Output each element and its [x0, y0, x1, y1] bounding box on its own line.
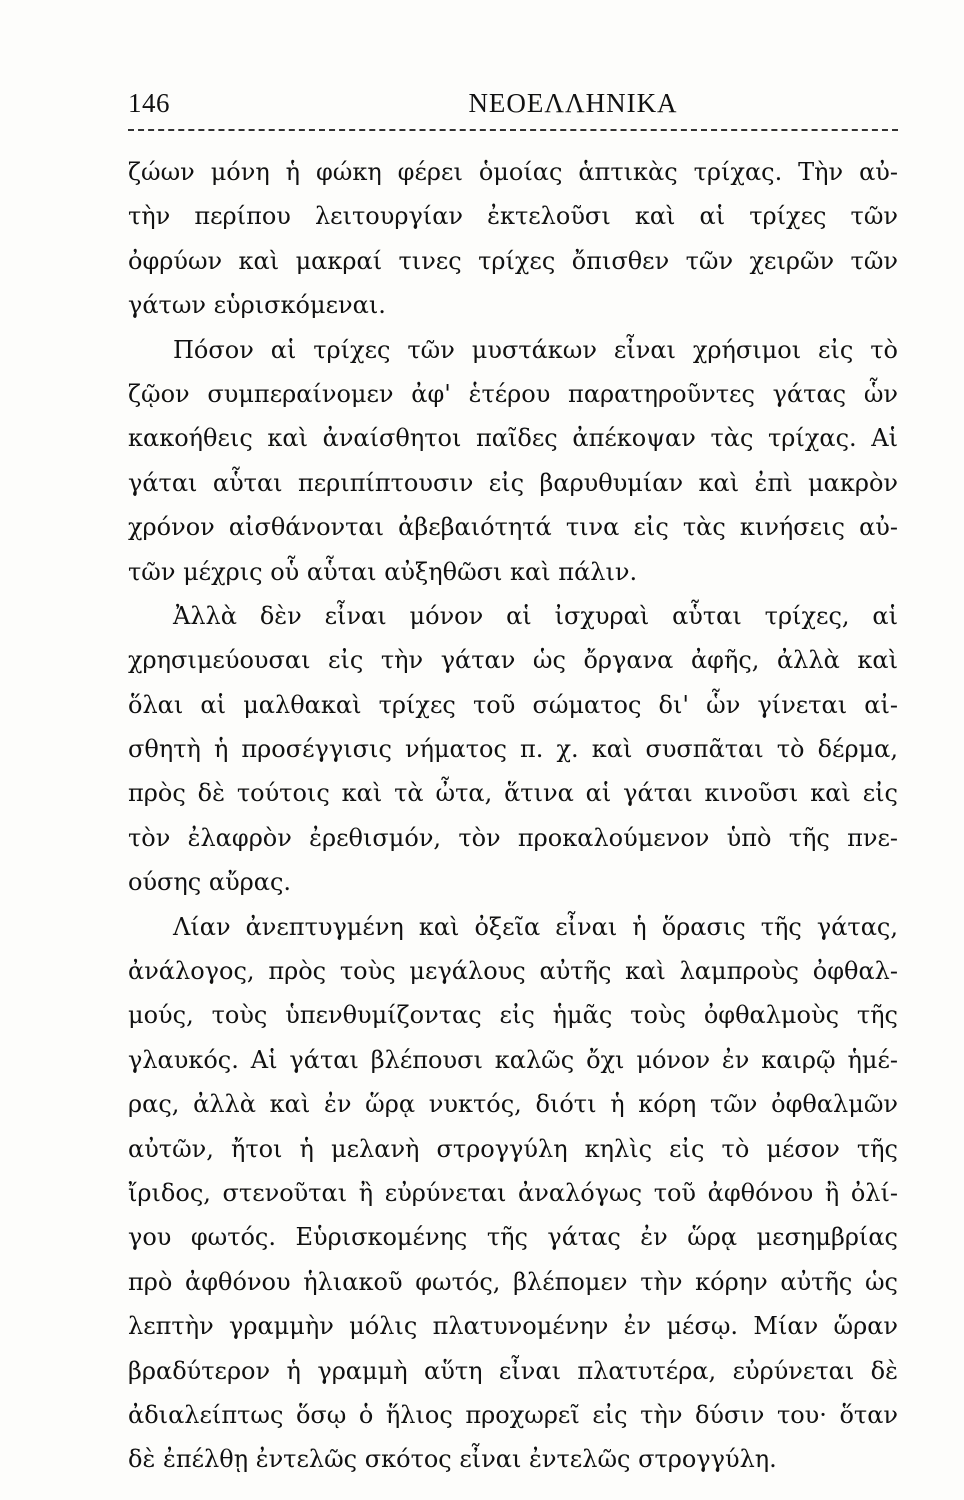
text-line: ούσης αὔρας. — [128, 868, 292, 897]
text-line: χρόνον αἰσθάνονται ἀβεβαιότητά τινα εἰς τὰς κινήσεις αὐ- — [128, 513, 898, 542]
running-title: ΝΕΟΕΛΛΗΝΙΚΑ — [468, 88, 678, 118]
text-line: ζώων μόνη ἡ φώκη φέρει ὁμοίας ἁπτικὰς τρίχας. Τὴν αὐ- — [128, 158, 898, 186]
text-line: λεπτὴν γραμμὴν μόλις πλατυνομένην ἐν μέσῳ. Μίαν ὥραν — [128, 1312, 898, 1341]
text-line: αὐτῶν, ἤτοι ἡ μελανὴ στρογγύλη κηλὶς εἰς τὸ μέσον τῆς — [128, 1134, 898, 1163]
text-line: ἀδιαλείπτως ὅσῳ ὁ ἥλιος προχωρεῖ εἰς τὴν δύσιν του· ὅταν — [128, 1400, 898, 1429]
text-line: κακοήθεις καὶ ἀναίσθητοι παῖδες ἀπέκοψαν τὰς τρίχας. Αἱ — [128, 424, 898, 453]
text-line: ἴριδος, στενοῦται ἢ εὐρύνεται ἀναλόγως τοῦ ἀφθόνου ἢ ὀλί- — [128, 1178, 898, 1207]
text-line: ρας, ἀλλὰ καὶ ἐν ὥρᾳ νυκτός, διότι ἡ κόρη τῶν ὀφθαλμῶν — [128, 1090, 898, 1119]
text-line: ἀνάλογος, πρὸς τοὺς μεγάλους αὐτῆς καὶ λαμπροὺς ὀφθαλ- — [128, 957, 898, 986]
body-text — [128, 150, 898, 1482]
text-line: χρησιμεύουσαι εἰς τὴν γάταν ὡς ὄργανα ἀφῆς, ἀλλὰ καὶ — [128, 646, 898, 675]
text-line: γου φωτός. Εὑρισκομένης τῆς γάτας ἐν ὥρᾳ μεσημβρίας — [128, 1223, 898, 1252]
text-line: τὸν ἐλαφρὸν ἐρεθισμόν, τὸν προκαλούμενον ὑπὸ τῆς πνε- — [128, 823, 898, 852]
text-line: δὲ ἐπέλθῃ ἐντελῶς σκότος εἶναι ἐντελῶς στρογγύλη. — [128, 1445, 777, 1474]
text-line: πρὸ ἀφθόνου ἡλιακοῦ φωτός, βλέπομεν τὴν κόρην αὐτῆς ὡς — [128, 1267, 898, 1296]
page-number: 146 — [128, 88, 170, 118]
text-line: μούς, τοὺς ὑπενθυμίζοντας εἰς ἡμᾶς τοὺς ὀφθαλμοὺς τῆς — [128, 1001, 898, 1030]
page-header — [128, 88, 898, 122]
header-rule — [128, 129, 898, 131]
text-line: Ἀλλὰ δὲν εἶναι μόνον αἱ ἰσχυραὶ αὗται τρίχες, αἱ — [173, 601, 898, 630]
text-line: ὀφρύων καὶ μακραί τινες τρίχες ὄπισθεν τῶν χειρῶν τῶν — [128, 246, 898, 275]
text-line: πρὸς δὲ τούτοις καὶ τὰ ὦτα, ἅτινα αἱ γάται κινοῦσι καὶ εἰς — [128, 779, 898, 808]
text-line: ζῷον συμπεραίνομεν ἀφ' ἑτέρου παρατηροῦντες γάτας ὧν — [128, 379, 898, 408]
text-line: γλαυκός. Αἱ γάται βλέπουσι καλῶς ὄχι μόνον ἐν καιρῷ ἡμέ- — [128, 1045, 898, 1074]
text-line: γάτων εὑρισκόμεναι. — [128, 291, 386, 320]
text-line: τῶν μέχρις οὗ αὗται αὐξηθῶσι καὶ πάλιν. — [128, 557, 638, 586]
text-line: γάται αὗται περιπίπτουσιν εἰς βαρυθυμίαν καὶ ἐπὶ μακρὸν — [128, 468, 898, 497]
text-line: τὴν περίπου λειτουργίαν ἐκτελοῦσι καὶ αἱ τρίχες τῶν — [128, 202, 898, 231]
text-line: σθητὴ ἡ προσέγγισις νήματος π. χ. καὶ συσπᾶται τὸ δέρμα, — [128, 735, 898, 764]
text-line: βραδύτερον ἡ γραμμὴ αὕτη εἶναι πλατυτέρα, εὐρύνεται δὲ — [128, 1356, 898, 1385]
text-line: Πόσον αἱ τρίχες τῶν μυστάκων εἶναι χρήσιμοι εἰς τὸ — [173, 335, 898, 364]
text-line: ὅλαι αἱ μαλθακαὶ τρίχες τοῦ σώματος δι' ὧν γίνεται αἰ- — [128, 690, 898, 719]
text-line: Λίαν ἀνεπτυγμένη καὶ ὀξεῖα εἶναι ἡ ὅρασις τῆς γάτας, — [173, 912, 898, 941]
